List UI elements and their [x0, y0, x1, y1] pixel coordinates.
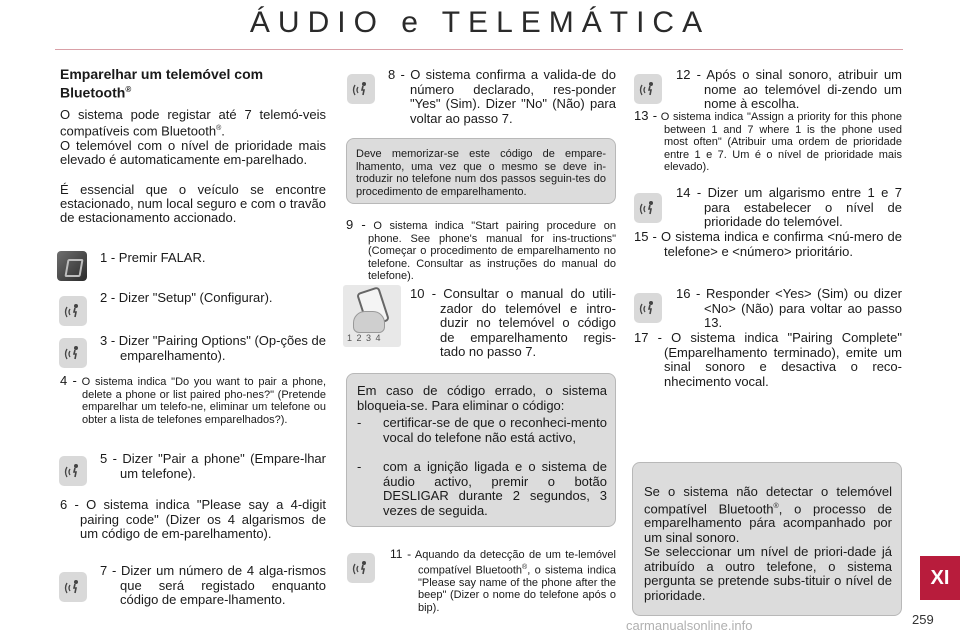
memorize-code-note [346, 138, 616, 204]
hand-shape [353, 311, 385, 333]
bullet-dash: - [357, 415, 362, 430]
intro-p1-end: . [221, 123, 225, 139]
step-number: 8 - [388, 67, 405, 82]
step-number: 4 - [60, 373, 77, 388]
step-number: 9 - [346, 217, 366, 232]
step-12 [676, 68, 902, 112]
step-text-b: , o sistema indica "Please say name of the phone after the beep" (Dizer o nome do telefone após o bip). [418, 564, 617, 614]
phone-display-code: 1 2 3 4 [347, 333, 382, 343]
bullet-text: com a ignição ligada e o sistema de áudio activo, premir o botão DESLIGAR durante 2 segundos, 3 vezes de seguida. [383, 459, 607, 518]
step-text: Dizer "Pairing Options" (Op-ções de emparelhamento). [118, 333, 326, 363]
step-text: O sistema indica "Pairing Complete" (Emparelhamento terminado), emite um sinal sonoro e desactiva o reco-nhecimento vocal. [664, 330, 902, 389]
not-detected-a: Se o sistema não detectar o telemóvel compatível Bluetooth [644, 484, 892, 516]
voice-command-icon [347, 74, 375, 104]
step-number: 15 - [634, 229, 657, 244]
step-17 [634, 331, 902, 389]
intro-paragraph-1 [60, 108, 326, 138]
voice-command-icon [347, 553, 375, 583]
step-text: O sistema indica "Start pairing procedure on phone. See phone's manual for ins-tructions" (Começar o procedimento de emparelhamento no telefone. Consultar as instruções do manual do telefone). [368, 220, 616, 282]
not-detected-b: , o processo de emparelhamento pára acompanhado por um sinal sonoro. [644, 500, 893, 545]
step-number: 6 - [60, 497, 79, 512]
step-text: Consultar o manual do utili-zador do telemóvel e intro-duzir no telemóvel o código de emparelhamento regis-tado no passo 7. [440, 286, 616, 359]
step-number: 5 - [100, 451, 117, 466]
wrong-code-note [346, 373, 616, 527]
step-11 [390, 548, 616, 614]
title-rule [55, 49, 903, 50]
step-number: 11 - [390, 547, 412, 561]
step-text: O sistema indica "Do you want to pair a phone, delete a phone or list paired pho-nes?" (Pretende emparelhar um telefo-ne, eliminar um telefone ou obter a lista de telefones emparelhados?). [81, 376, 327, 426]
step-4 [60, 375, 326, 426]
voice-command-icon [59, 456, 87, 486]
step-text: Dizer "Pair a phone" (Empare-lhar um telefone). [120, 451, 326, 481]
voice-command-icon [634, 74, 662, 104]
step-10 [410, 287, 616, 360]
step-text: O sistema indica "Please say a 4-digit pairing code" (Dizer os 4 algarismos de um código de em-parelhamento). [80, 497, 326, 541]
page-number: 259 [912, 612, 934, 627]
step-14 [676, 186, 902, 230]
voice-command-icon [59, 296, 87, 326]
step-16 [676, 287, 902, 331]
step-text: Após o sinal sonoro, atribuir um nome ao telemóvel di-zendo um nome à escolha. [704, 67, 903, 111]
step-number: 12 - [676, 67, 701, 82]
memorize-code-text: Deve memorizar-se este código de empare-lhamento, uma vez que o mesmo se deve in-troduzir no telefone num dos passos seguin-tes do procedimento de emparelhamento. [356, 148, 606, 198]
step-text: Responder <Yes> (Sim) ou dizer <No> (Não) para voltar ao passo 13. [704, 286, 902, 330]
heading-line-2: Bluetooth [60, 84, 126, 101]
watermark: carmanualsonline.info [626, 618, 753, 633]
step-number: 1 - [100, 250, 116, 265]
section-heading [60, 66, 263, 101]
step-text: Premir FALAR. [118, 250, 206, 265]
registered-mark: ® [216, 125, 222, 132]
step-number: 13 - [634, 108, 658, 123]
heading-line-1: Emparelhar um telemóvel com [60, 66, 264, 82]
step-text: Dizer um algarismo entre 1 e 7 para estabelecer o nível de prioridade do telemóvel. [704, 185, 902, 229]
step-7 [100, 564, 326, 608]
step-text: O sistema indica e confirma <nú-mero de telefone> e <número> prioritário. [661, 229, 902, 259]
voice-command-icon [634, 293, 662, 323]
voice-command-icon [59, 338, 87, 368]
steering-talk-button-icon [57, 251, 87, 281]
not-detected-note [632, 462, 902, 616]
step-number: 17 - [634, 330, 662, 345]
registered-mark: ® [125, 85, 132, 94]
priority-text: Se seleccionar um nível de priori-dade já atribuído a outro telefone, o sistema pergunta se pretende subs-tituir o nível de prioridade. [644, 544, 892, 603]
wrong-code-bullet-2 [357, 460, 607, 518]
step-1 [100, 251, 326, 266]
step-text: O sistema confirma a valida-de do número declarado, res-ponder "Yes" (Sim). Dizer "No" (Não) para voltar ao passo 7. [410, 67, 616, 126]
voice-command-icon [634, 193, 662, 223]
step-number: 2 - [100, 290, 116, 305]
bullet-text: certificar-se de que o reconheci-mento vocal do telefone não está activo, [383, 415, 607, 445]
step-2 [100, 291, 326, 306]
step-text: Dizer "Setup" (Configurar). [118, 290, 273, 305]
wrong-code-bullet-1 [357, 416, 607, 445]
step-number: 16 - [676, 286, 701, 301]
intro-paragraph-2: O telemóvel com o nível de prioridade mais elevado é automaticamente em-parelhado. [60, 138, 326, 167]
intro-paragraph-3: É essencial que o veículo se encontre estacionado, num local seguro e com o travão de estacionamento accionado. [60, 182, 326, 225]
voice-command-icon [59, 572, 87, 602]
step-15 [634, 230, 902, 259]
step-9 [346, 219, 616, 283]
step-number: 10 - [410, 286, 437, 301]
intro-p1-text: O sistema pode registar até 7 telemó-veis compatíveis com Bluetooth [60, 107, 326, 139]
not-detected-text [644, 485, 892, 545]
step-3 [100, 334, 326, 363]
step-text: O sistema indica "Assign a priority for this phone between 1 and 7 where 1 is the phone used most often" (Atribuir uma ordem de prioridade entre 1 e 7. Um é o nível de prioridade mais elevado). [660, 111, 902, 173]
step-5 [100, 452, 326, 481]
page-title: ÁUDIO e TELEMÁTICA [249, 6, 711, 39]
bullet-dash: - [357, 459, 362, 474]
registered-mark: ® [773, 502, 779, 510]
phone-keypad-icon [343, 285, 401, 347]
wrong-code-intro: Em caso de código errado, o sistema bloqueia-se. Para eliminar o código: [357, 383, 607, 413]
step-text-a: Aquando da detecção de um te-lemóvel compatível Bluetooth [414, 549, 616, 577]
step-text: Dizer um número de 4 alga-rismos que será registado enquanto código de empare-lhamento. [120, 563, 327, 607]
step-number: 7 - [100, 563, 117, 578]
step-number: 14 - [676, 185, 702, 200]
registered-mark: ® [522, 563, 528, 571]
step-number: 3 - [100, 333, 116, 348]
step-6 [60, 498, 326, 542]
step-13 [634, 110, 902, 174]
section-tab: XI [920, 556, 960, 600]
step-8 [388, 68, 616, 126]
